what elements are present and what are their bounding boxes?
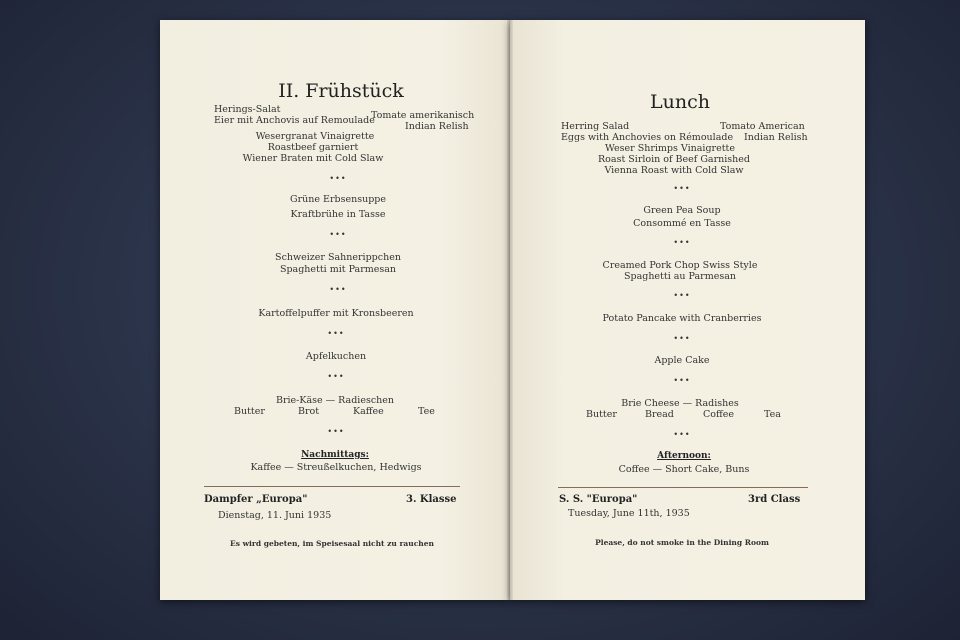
menu-item: Eggs with Anchovies on Rémoulade	[561, 132, 734, 143]
menu-item: Bread	[645, 409, 674, 420]
menu-item: Kartoffelpuffer mit Kronsbeeren	[258, 308, 414, 319]
separator-dots: •••	[673, 334, 691, 343]
menu-item: Herring Salad	[561, 121, 630, 132]
afternoon-label: Afternoon:	[657, 451, 711, 461]
menu-item: Grüne Erbsensuppe	[290, 194, 386, 205]
menu-item: Spaghetti au Parmesan	[623, 271, 737, 282]
menu-item: Coffee — Short Cake, Buns	[618, 464, 750, 475]
separator-dots: •••	[329, 230, 347, 239]
separator-dots: •••	[673, 238, 691, 247]
separator-dots: •••	[673, 376, 691, 385]
menu-item: Wesergranat Vinaigrette	[255, 131, 375, 142]
divider	[204, 486, 460, 487]
class-label: 3. Klasse	[406, 494, 457, 505]
separator-dots: •••	[673, 430, 691, 439]
menu-item: Butter	[234, 406, 265, 417]
menu-item: Tea	[764, 409, 781, 420]
separator-dots: •••	[673, 291, 691, 300]
menu-item: Potato Pancake with Cranberries	[602, 313, 762, 324]
divider	[558, 487, 808, 488]
menu-item: Apple Cake	[654, 355, 710, 366]
menu-item: Butter	[586, 409, 617, 420]
menu-item: Creamed Pork Chop Swiss Style	[602, 260, 758, 271]
menu-item: Tomate amerikanisch	[371, 110, 475, 121]
menu-item: Herings-Salat	[214, 104, 281, 115]
separator-dots: •••	[327, 427, 345, 436]
menu-item: Indian Relish	[744, 132, 808, 143]
menu-item: Roastbeef garniert	[267, 142, 359, 153]
ship-name: Dampfer „Europa"	[204, 494, 308, 505]
menu-item: Kraftbrühe in Tasse	[290, 209, 386, 220]
menu-item: Tee	[418, 406, 435, 417]
menu-item: Vienna Roast with Cold Slaw	[604, 165, 744, 176]
menu-item: Coffee	[703, 409, 734, 420]
no-smoking-notice: Es wird gebeten, im Speisesaal nicht zu rauchen	[230, 539, 434, 548]
german-menu-page	[160, 20, 510, 600]
menu-item: Apfelkuchen	[305, 351, 367, 362]
menu-item: Kaffee — Streußelkuchen, Hedwigs	[250, 462, 422, 473]
menu-date: Tuesday, June 11th, 1935	[568, 508, 690, 519]
separator-dots: •••	[673, 184, 691, 193]
menu-item: Kaffee	[353, 406, 384, 417]
menu-item: Eier mit Anchovis auf Remoulade	[214, 115, 375, 126]
english-menu-page	[510, 20, 865, 600]
menu-item: Consommé en Tasse	[633, 218, 731, 229]
menu-item: Indian Relish	[405, 121, 469, 132]
ship-name: S. S. "Europa"	[559, 494, 638, 505]
menu-item: Brot	[298, 406, 320, 417]
menu-item: Brie-Käse — Radieschen	[275, 395, 395, 406]
menu-item: Roast Sirloin of Beef Garnished	[598, 154, 750, 165]
menu-item: Green Pea Soup	[643, 205, 721, 216]
english-title: Lunch	[650, 91, 710, 113]
menu-item: Tomato American	[720, 121, 805, 132]
center-fold	[507, 20, 513, 600]
menu-item: Schweizer Sahnerippchen	[275, 252, 401, 263]
separator-dots: •••	[327, 372, 345, 381]
menu-item: Wiener Braten mit Cold Slaw	[242, 153, 384, 164]
class-label: 3rd Class	[748, 494, 801, 505]
afternoon-label: Nachmittags:	[301, 450, 369, 460]
separator-dots: •••	[329, 285, 347, 294]
german-title: II. Frühstück	[278, 80, 404, 102]
menu-date: Dienstag, 11. Juni 1935	[218, 510, 332, 521]
separator-dots: •••	[327, 329, 345, 338]
menu-item: Spaghetti mit Parmesan	[279, 264, 397, 275]
separator-dots: •••	[329, 174, 347, 183]
menu-item: Brie Cheese — Radishes	[621, 398, 739, 409]
no-smoking-notice: Please, do not smoke in the Dining Room	[595, 538, 769, 547]
menu-item: Weser Shrimps Vinaigrette	[605, 143, 735, 154]
menu-card	[160, 20, 865, 600]
